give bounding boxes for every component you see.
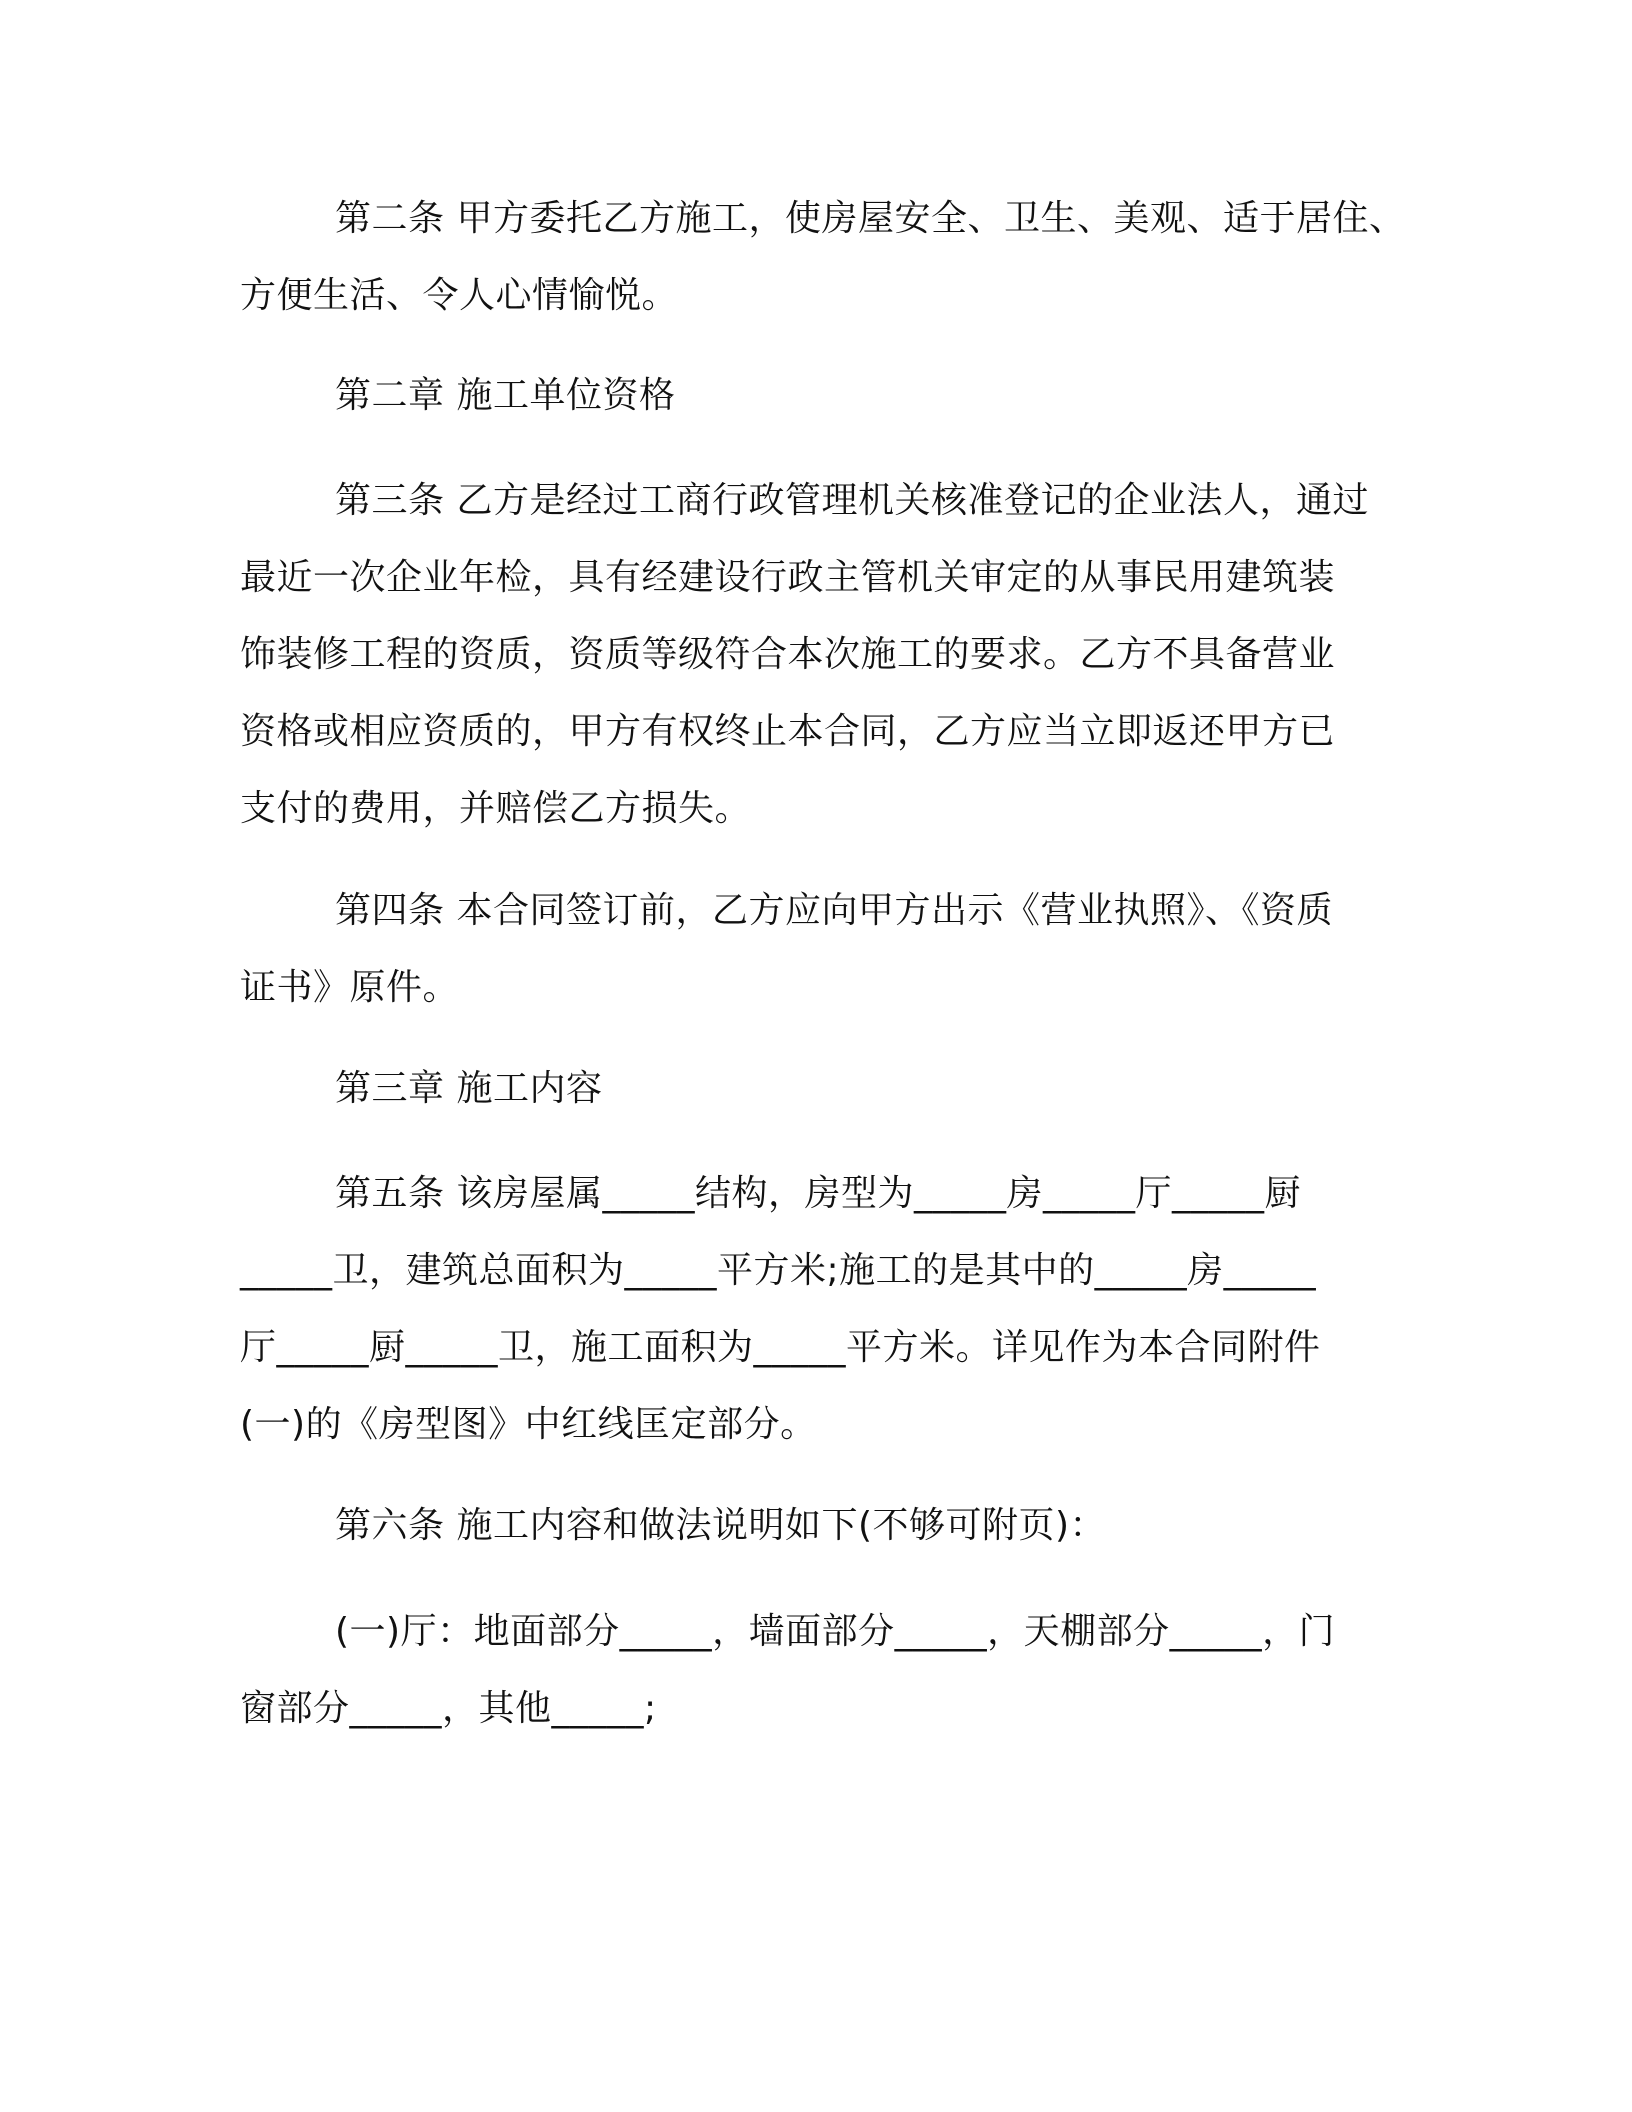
text-line: 第五条 该房屋属_____结构，房型为_____房_____厅_____厨 (335, 1173, 1301, 1214)
text-line: 第三章 施工内容 (335, 1068, 603, 1109)
text-line: (一)的《房型图》中红线匡定部分。 (240, 1404, 817, 1445)
article-2 (240, 180, 1410, 334)
text-line: (一)厅：地面部分_____，墙面部分_____，天棚部分_____，门 (335, 1611, 1336, 1652)
item-1-hall (240, 1593, 1410, 1747)
text-line: 最近一次企业年检，具有经建设行政主管机关审定的从事民用建筑装 (240, 557, 1336, 598)
chapter-2-heading (240, 357, 1410, 434)
text-line: 窗部分_____，其他_____; (240, 1688, 657, 1729)
article-3 (240, 462, 1410, 847)
text-line: 第六条 施工内容和做法说明如下(不够可附页)： (335, 1505, 1107, 1546)
article-4 (240, 872, 1410, 1026)
article-5 (240, 1155, 1410, 1463)
text-line: 支付的费用，并赔偿乙方损失。 (240, 788, 752, 829)
text-line: 第四条 本合同签订前，乙方应向甲方出示《营业执照》、《资质 (335, 890, 1333, 931)
text-line: 第二条 甲方委托乙方施工，使房屋安全、卫生、美观、适于居住、 (335, 198, 1406, 239)
text-line: 证书》原件。 (240, 967, 460, 1008)
text-line: 饰装修工程的资质，资质等级符合本次施工的要求。乙方不具备营业 (240, 634, 1336, 675)
text-line: 厅_____厨_____卫，施工面积为_____平方米。详见作为本合同附件 (240, 1327, 1321, 1368)
text-line: 第三条 乙方是经过工商行政管理机关核准登记的企业法人，通过 (335, 480, 1369, 521)
chapter-3-heading (240, 1050, 1410, 1127)
article-6 (240, 1487, 1410, 1564)
text-line: 方便生活、令人心情愉悦。 (240, 275, 679, 316)
text-line: _____卫，建筑总面积为_____平方米;施工的是其中的_____房_____ (240, 1250, 1317, 1291)
text-line: 第二章 施工单位资格 (335, 375, 676, 416)
text-line: 资格或相应资质的，甲方有权终止本合同，乙方应当立即返还甲方已 (240, 711, 1336, 752)
